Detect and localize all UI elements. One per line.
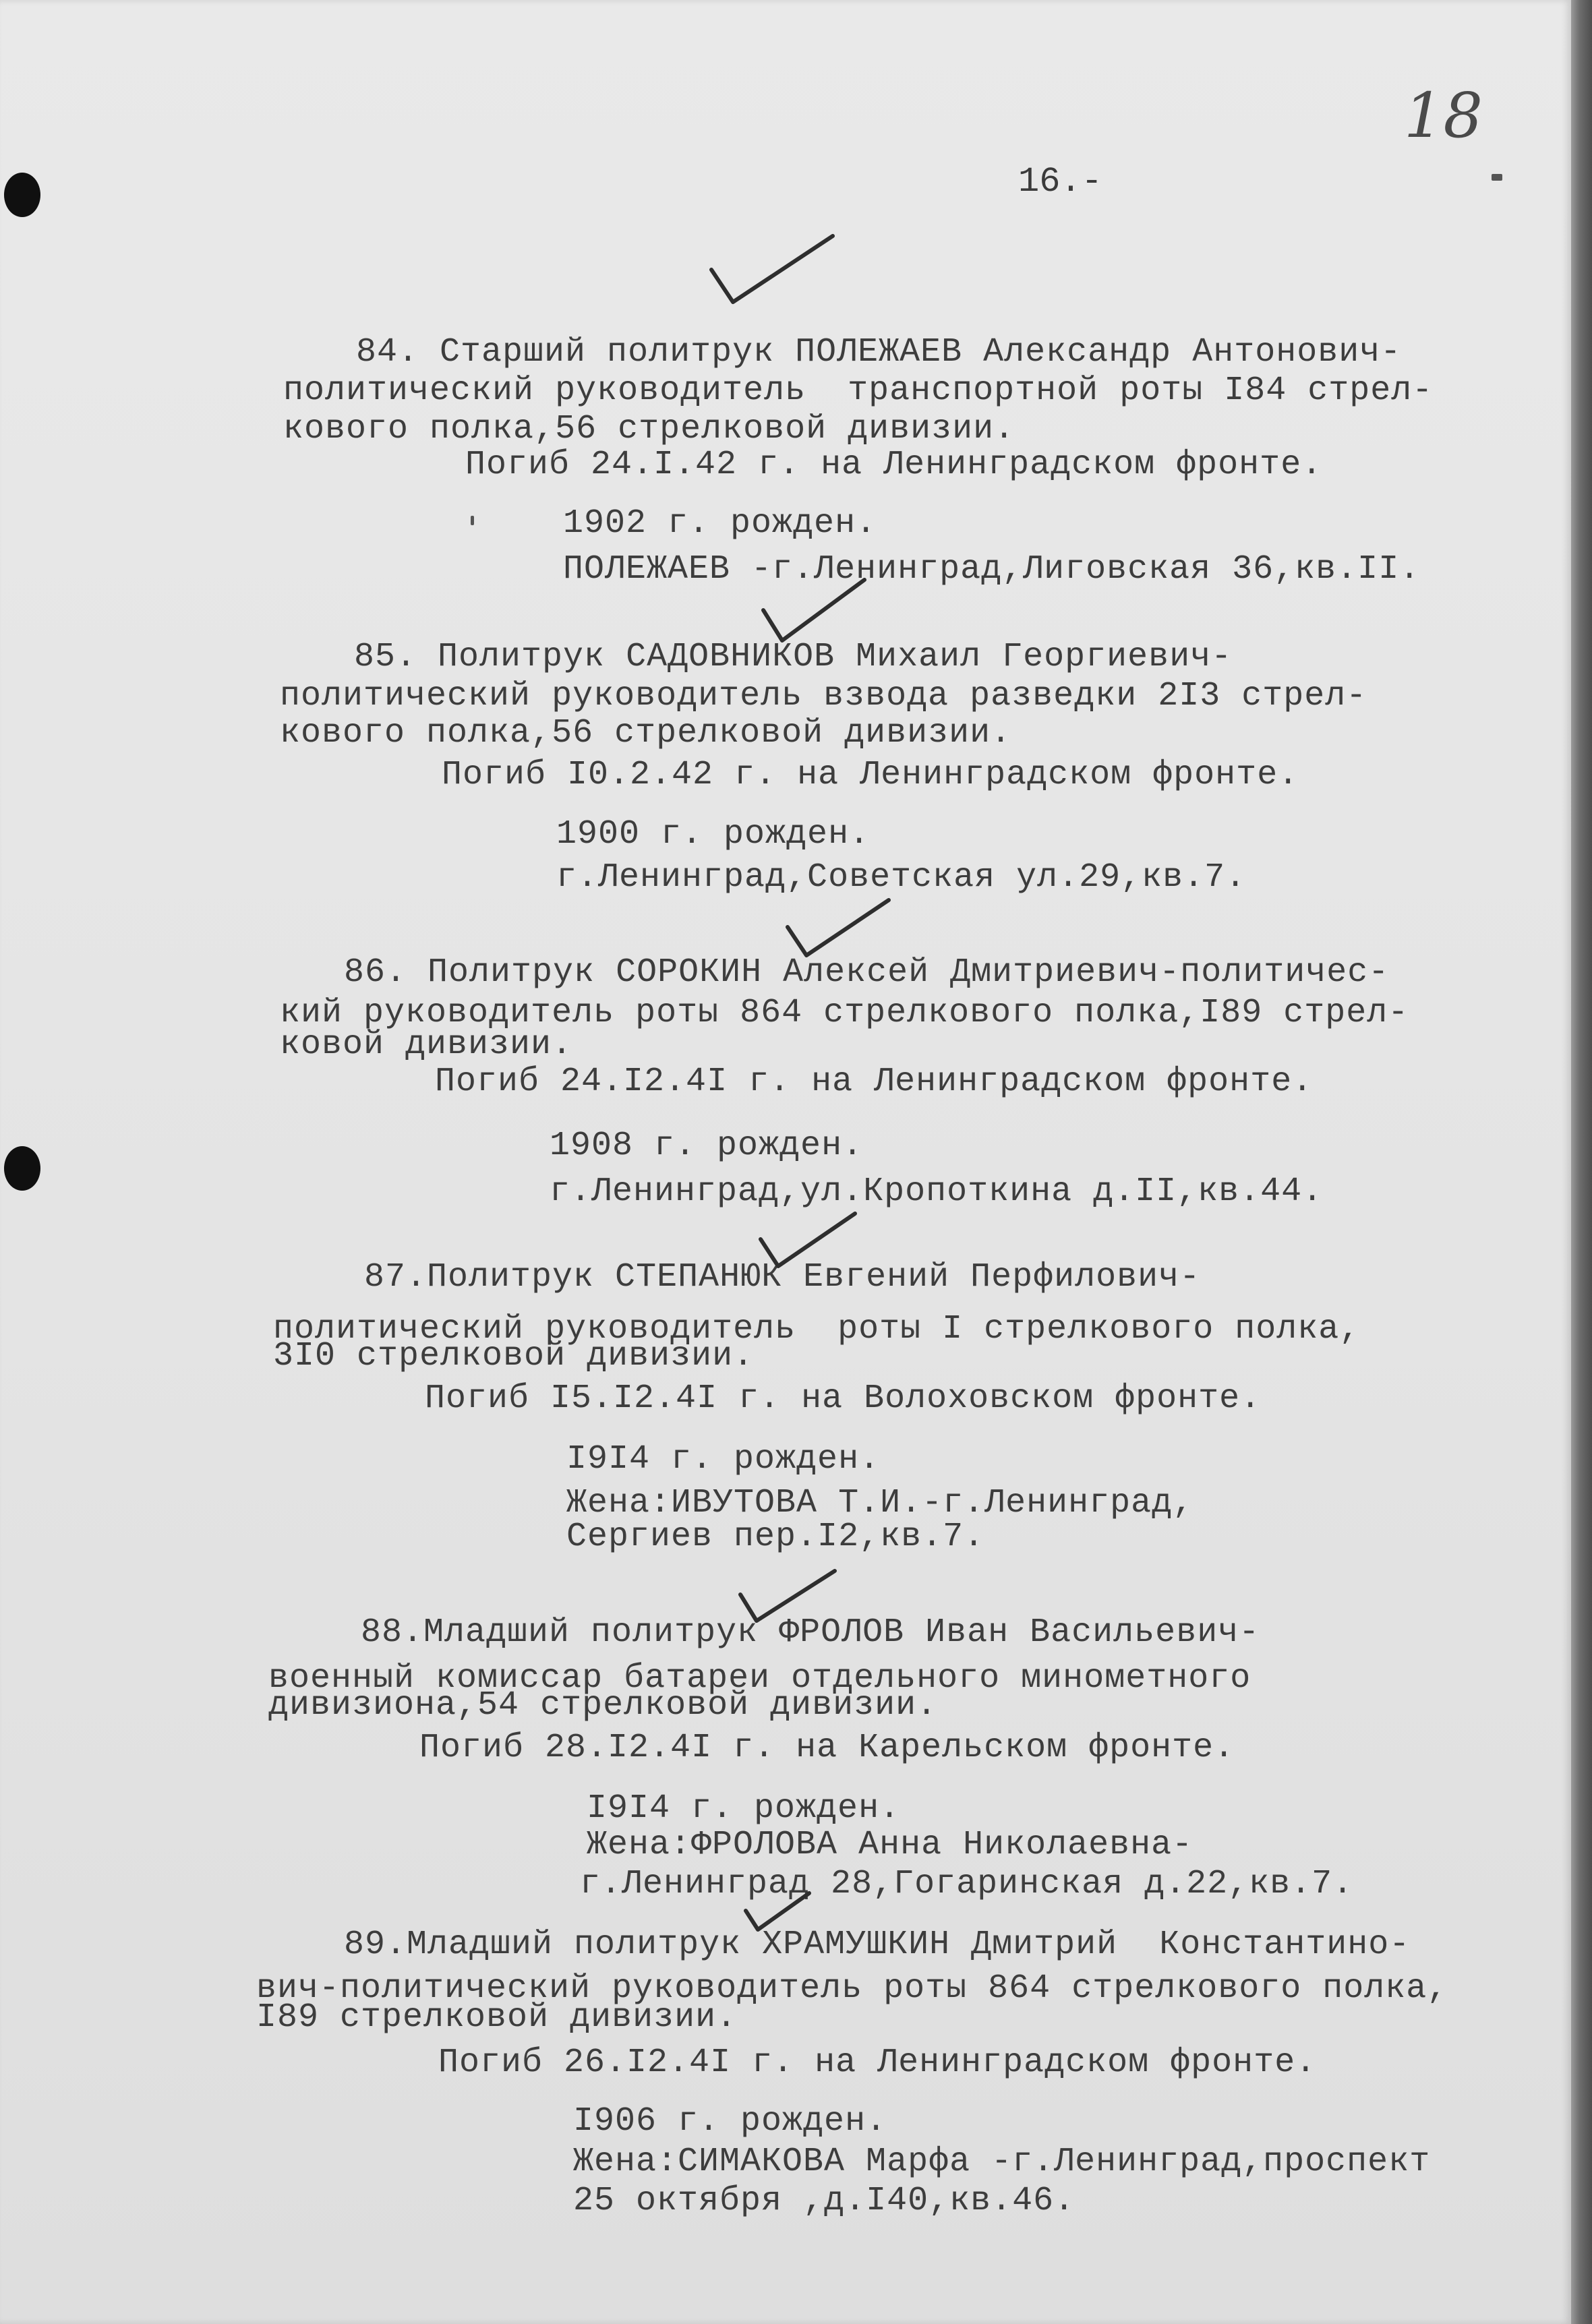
checkmark-icon: [705, 229, 839, 310]
entry-86-death-line: Погиб 24.I2.4I г. на Ленинградском фронте.: [435, 1063, 1314, 1101]
checkmark-icon: [781, 893, 895, 961]
entry-88-death-line: Погиб 28.I2.4I г. на Карельском фронте.: [419, 1729, 1235, 1767]
entry-84-line-3: кового полка,56 стрелковой дивизии.: [283, 410, 1015, 448]
entry-85-line-3: кового полка,56 стрелковой дивизии.: [280, 714, 1012, 752]
entry-89-address-line: 25 октября ,д.I40,кв.46.: [573, 2182, 1075, 2220]
entry-87-spouse-line: Жена:ИВУТОВА Т.И.-г.Ленинград,: [566, 1484, 1194, 1522]
entry-89-line-3: I89 стрелковой дивизии.: [256, 1998, 738, 2037]
stray-mark: [471, 516, 474, 525]
entry-84-address-line: ПОЛЕЖАЕВ -г.Ленинград,Лиговская 36,кв.II.: [563, 550, 1421, 589]
page-edge-shadow: [1571, 0, 1592, 2324]
entry-87-line-2: политический руководитель роты I стрелкового полка,: [273, 1310, 1361, 1348]
checkmark-icon: [754, 1207, 862, 1271]
punch-hole: [4, 1146, 40, 1191]
entry-86-birth-line: 1908 г. рожден.: [550, 1127, 864, 1165]
entry-88-address-line: г.Ленинград 28,Гогаринская д.22,кв.7.: [580, 1865, 1354, 1903]
entry-88-line-3: дивизиона,54 стрелковой дивизии.: [268, 1686, 938, 1725]
entry-88-line-1: 88.Младший политрук ФРОЛОВ Иван Васильевич-: [361, 1613, 1260, 1652]
handwritten-folio-number: 18: [1404, 80, 1483, 152]
entry-88-line-2: военный комиссар батареи отдельного минометного: [268, 1659, 1251, 1698]
entry-85-death-line: Погиб I0.2.42 г. на Ленинградском фронте.: [442, 756, 1299, 794]
entry-84-birth-line: 1902 г. рожден.: [563, 504, 877, 543]
page-number: 16.-: [1018, 162, 1102, 202]
entry-85-line-2: политический руководитель взвода разведки 2I3 стрел-: [280, 677, 1367, 715]
checkmark-icon: [757, 573, 871, 647]
checkmark-icon: [740, 1888, 815, 1935]
entry-89-birth-line: I906 г. рожден.: [573, 2102, 887, 2141]
entry-84-line-1: 84. Старший политрук ПОЛЕЖАЕВ Александр Антонович-: [356, 333, 1402, 371]
entry-88-birth-line: I9I4 г. рожден.: [587, 1789, 901, 1828]
checkmark-icon: [734, 1564, 842, 1625]
entry-89-spouse-line: Жена:СИМАКОВА Марфа -г.Ленинград,проспект: [573, 2143, 1431, 2181]
entry-87-address-line: Сергиев пер.I2,кв.7.: [566, 1518, 985, 1556]
entry-87-death-line: Погиб I5.I2.4I г. на Волоховском фронте.: [425, 1379, 1262, 1418]
entry-87-line-3: 3I0 стрелковой дивизии.: [273, 1337, 755, 1375]
entry-85-line-1: 85. Политрук САДОВНИКОВ Михаил Георгиевич-: [354, 638, 1233, 676]
stray-mark: [1492, 174, 1502, 181]
entry-86-line-2: кий руководитель роты 864 стрелкового полка,I89 стрел-: [280, 994, 1409, 1032]
entry-89-death-line: Погиб 26.I2.4I г. на Ленинградском фронте.: [438, 2044, 1317, 2082]
punch-hole: [4, 173, 40, 217]
entry-87-birth-line: I9I4 г. рожден.: [566, 1440, 881, 1479]
entry-84-line-2: политический руководитель транспортной роты I84 стрел-: [283, 371, 1434, 410]
entry-86-address-line: г.Ленинград,ул.Кропоткина д.II,кв.44.: [550, 1172, 1324, 1211]
entry-89-line-1: 89.Младший политрук ХРАМУШКИН Дмитрий Константино-: [344, 1926, 1411, 1964]
entry-89-line-2: вич-политический руководитель роты 864 стрелкового полка,: [256, 1969, 1448, 2008]
entry-85-birth-line: 1900 г. рожден.: [556, 815, 871, 854]
entry-87-line-1: 87.Политрук СТЕПАНЮК Евгений Перфилович-: [364, 1258, 1201, 1297]
entry-84-death-line: Погиб 24.I.42 г. на Ленинградском фронте.: [465, 446, 1323, 484]
entry-88-spouse-line: Жена:ФРОЛОВА Анна Николаевна-: [587, 1826, 1193, 1864]
entry-85-address-line: г.Ленинград,Советская ул.29,кв.7.: [556, 858, 1247, 897]
entry-86-line-1: 86. Политрук СОРОКИН Алексей Дмитриевич-политичес-: [344, 953, 1390, 992]
entry-86-line-3: ковой дивизии.: [280, 1025, 573, 1064]
